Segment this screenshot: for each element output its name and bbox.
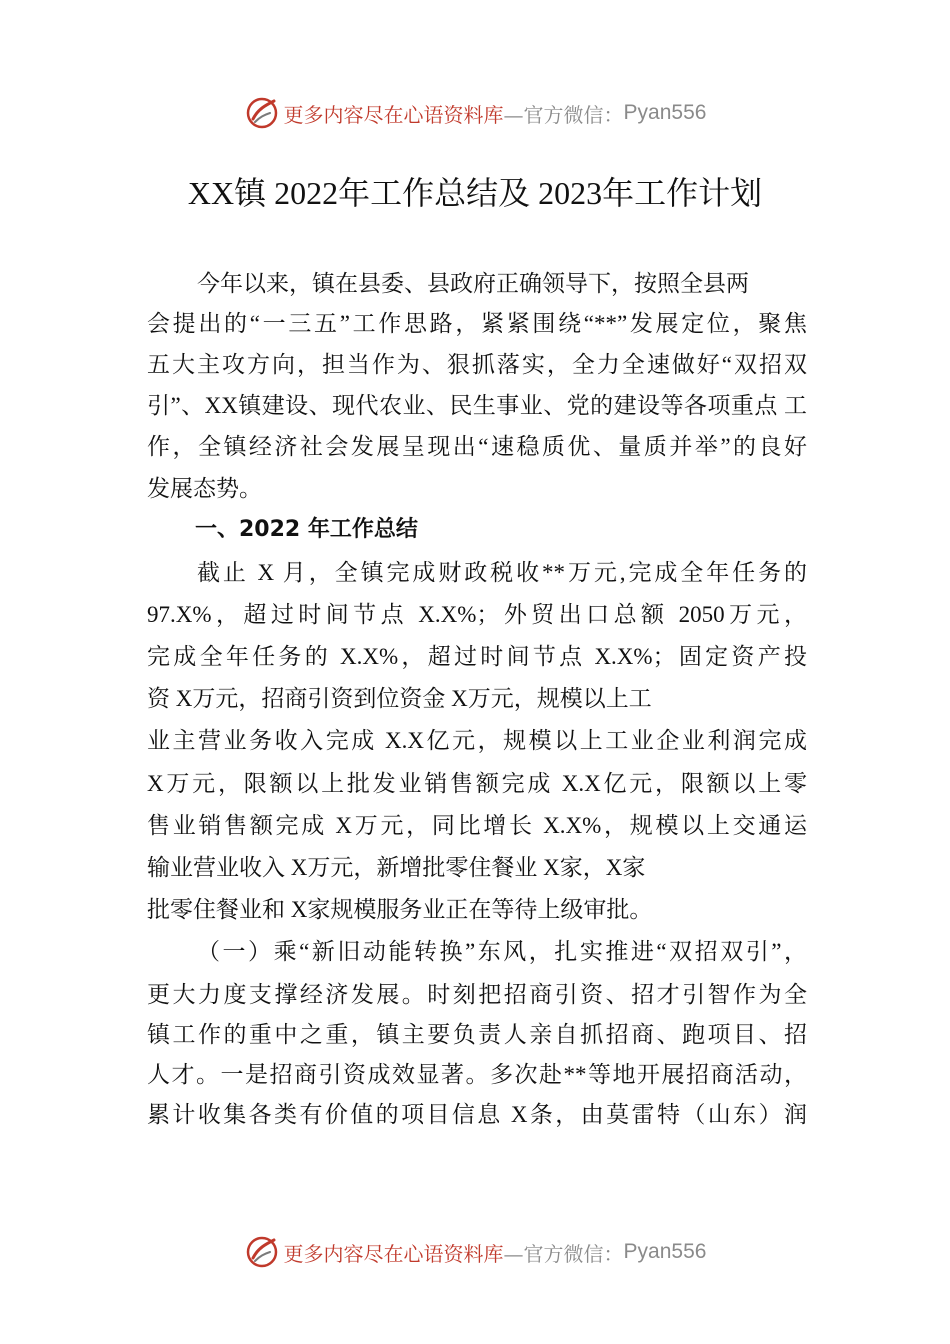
brand-logo-icon	[244, 95, 280, 131]
watermark-banner-top	[0, 93, 950, 133]
paragraph-line: 发展态势。	[147, 476, 262, 501]
paragraph-line: 五大主攻方向，担当作为、狠抓落实，全力全速做好“双招双	[147, 352, 807, 377]
paragraph-line: 引”、XX镇建设、现代农业、民生事业、党的建设等各项重点 工	[147, 393, 807, 418]
paragraph-line: 镇工作的重中之重，镇主要负责人亲自抓招商、跑项目、招	[147, 1022, 807, 1047]
paragraph-line: 今年以来，镇在县委、县政府正确领导下，按照全县两	[197, 271, 749, 296]
paragraph-line: 输业营业收入 X万元，新增批零住餐业 X家，X家	[147, 855, 646, 880]
banner-wechat-id: Pyan556	[623, 1240, 707, 1263]
paragraph-line: 会提出的“一三五”工作思路，紧紧围绕“**”发展定位，聚焦	[147, 311, 807, 336]
paragraph-line: （一）乘“新旧动能转换”东风，扎实推进“双招双引”，	[197, 939, 807, 964]
paragraph-line: X万元，限额以上批发业销售额完成 X.X亿元，限额以上零	[147, 771, 807, 796]
paragraph-line: 批零住餐业和 X家规模服务业正在等待上级审批。	[147, 897, 653, 922]
banner-text: 更多内容尽在心语资料库	[283, 102, 504, 127]
paragraph-line: 资 X万元，招商引资到位资金 X万元，规模以上工	[147, 686, 652, 711]
paragraph-line: 截止 X 月，全镇完成财政税收**万元,完成全年任务的	[197, 560, 807, 585]
paragraph-line: 更大力度支撑经济发展。时刻把招商引资、招才引智作为全	[147, 982, 807, 1007]
paragraph-line: 作，全镇经济社会发展呈现出“速稳质优、量质并举”的良好	[147, 434, 807, 459]
banner-wechat-id: Pyan556	[623, 101, 707, 124]
banner-official-label: —官方微信：	[503, 102, 624, 127]
banner-text: 更多内容尽在心语资料库	[283, 1241, 504, 1266]
paragraph-line: 业主营业务收入完成 X.X亿元，规模以上工业企业利润完成	[147, 728, 807, 753]
document-title: XX镇 2022年工作总结及 2023年工作计划	[187, 175, 763, 211]
brand-logo-icon	[244, 1234, 280, 1270]
section-heading: 一、2022 年工作总结	[195, 517, 418, 542]
paragraph-line: 人才。一是招商引资成效显著。多次赴**等地开展招商活动，	[147, 1062, 807, 1087]
paragraph-line: 97.X%，超过时间节点 X.X%；外贸出口总额 2050万元，	[147, 602, 807, 627]
paragraph-line: 累计收集各类有价值的项目信息 X条，由莫雷特（山东）润	[147, 1102, 807, 1127]
banner-official-label: —官方微信：	[503, 1241, 624, 1266]
watermark-banner-bottom	[0, 1232, 950, 1272]
paragraph-line: 完成全年任务的 X.X%，超过时间节点 X.X%；固定资产投	[147, 644, 807, 669]
paragraph-line: 售业销售额完成 X万元，同比增长 X.X%，规模以上交通运	[147, 813, 807, 838]
